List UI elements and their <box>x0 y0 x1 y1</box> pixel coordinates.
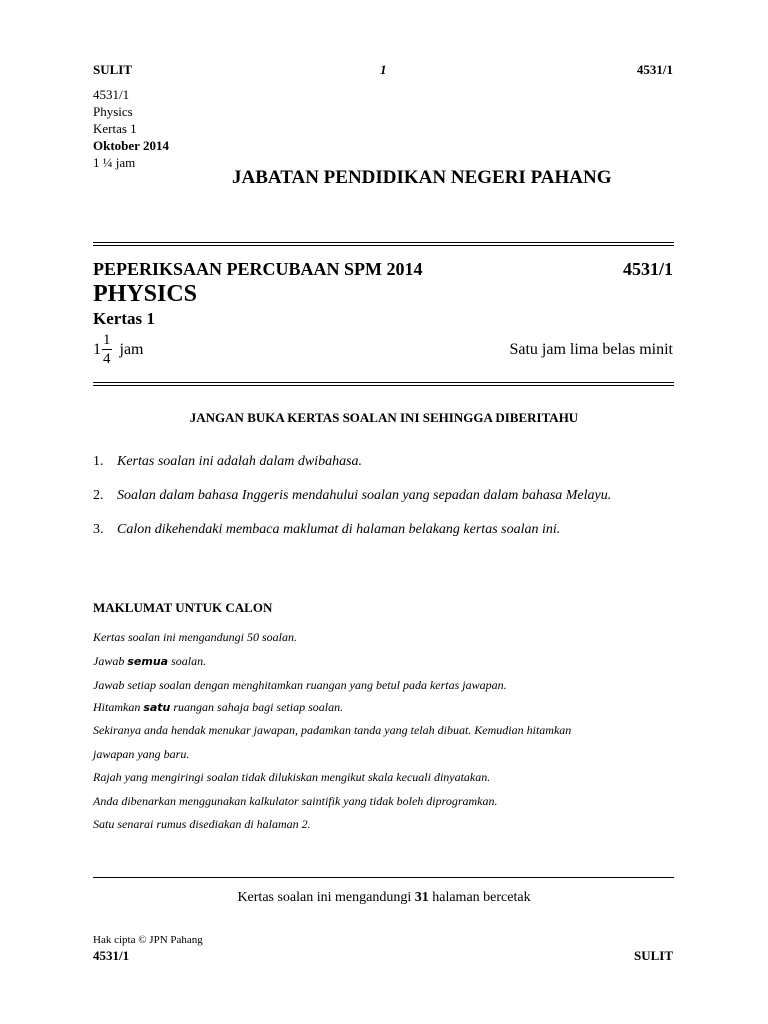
info-line-4-emphasis: satu <box>143 701 171 714</box>
info-line-2-post: soalan. <box>168 654 207 668</box>
info-line-4-post: ruangan sahaja bagi setiap soalan. <box>170 700 344 714</box>
meta-paper: Kertas 1 <box>93 121 137 136</box>
copyright: Hak cipta © JPN Pahang <box>93 934 203 946</box>
rule-bottom-2 <box>93 385 674 386</box>
subject-title: PHYSICS <box>93 281 198 307</box>
info-line-1: Kertas soalan ini mengandungi 50 soalan. <box>93 630 298 644</box>
info-line-8: Anda dibenarkan menggunakan kalkulator saintifik yang tidak boleh diprogramkan. <box>93 794 498 808</box>
info-line-4 <box>93 700 343 715</box>
note-1 <box>93 454 362 470</box>
note-text: Soalan dalam bahasa Inggeris mendahului soalan yang sepadan dalam bahasa Melayu. <box>117 488 612 503</box>
page-count-post: halaman bercetak <box>428 890 531 905</box>
header-sulit: SULIT <box>93 62 133 77</box>
note-2 <box>93 488 611 504</box>
meta-date: Oktober 2014 <box>93 138 169 153</box>
note-number: 1. <box>93 454 104 469</box>
meta-block <box>93 86 169 171</box>
info-line-6: jawapan yang baru. <box>93 747 190 761</box>
note-text: Calon dikehendaki membaca maklumat di halaman belakang kertas soalan ini. <box>117 522 561 537</box>
info-line-2 <box>93 654 206 669</box>
time-whole: 1 <box>93 340 101 358</box>
page-count-pre: Kertas soalan ini mengandungi <box>237 890 415 905</box>
rule-top-2 <box>93 245 674 246</box>
time-unit: jam <box>119 340 144 358</box>
meta-code: 4531/1 <box>93 87 130 102</box>
meta-subject: Physics <box>93 104 133 119</box>
info-line-4-pre: Hitamkan <box>93 700 144 714</box>
exam-code: 4531/1 <box>622 259 673 279</box>
info-line-7: Rajah yang mengiringi soalan tidak dilukiskan mengikut skala kecuali dinyatakan. <box>93 770 491 784</box>
rule-top-1 <box>93 242 674 243</box>
time-fraction <box>93 331 144 371</box>
fraction <box>102 331 112 368</box>
warning-text: JANGAN BUKA KERTAS SOALAN INI SEHINGGA DIBERITAHU <box>189 410 579 425</box>
info-heading: MAKLUMAT UNTUK CALON <box>93 600 273 615</box>
exam-title: PEPERIKSAAN PERCUBAAN SPM 2014 <box>93 259 423 279</box>
page-number: 1 <box>380 62 387 77</box>
note-3 <box>93 522 560 538</box>
note-number: 2. <box>93 488 104 503</box>
info-line-2-emphasis: semua <box>127 655 169 668</box>
footer-rule <box>93 877 674 878</box>
footer-code: 4531/1 <box>93 948 130 963</box>
meta-duration: 1 ¼ jam <box>93 155 136 170</box>
fraction-denominator: 4 <box>103 351 111 367</box>
header-code: 4531/1 <box>636 62 673 77</box>
time-words: Satu jam lima belas minit <box>509 341 673 358</box>
paper-label: Kertas 1 <box>93 309 155 328</box>
note-text: Kertas soalan ini adalah dalam dwibahasa. <box>117 454 363 469</box>
rule-bottom-1 <box>93 382 674 383</box>
fraction-numerator: 1 <box>103 332 111 348</box>
agency-title: JABATAN PENDIDIKAN NEGERI PAHANG <box>232 167 612 188</box>
info-line-3: Jawab setiap soalan dengan menghitamkan ruangan yang betul pada kertas jawapan. <box>93 678 507 692</box>
note-number: 3. <box>93 522 104 537</box>
page-count-line <box>0 890 768 906</box>
info-line-5: Sekiranya anda hendak menukar jawapan, padamkan tanda yang telah dibuat. Kemudian hitamkan <box>93 723 572 737</box>
info-line-9: Satu senarai rumus disediakan di halaman 2. <box>93 817 311 831</box>
page-count-number: 31 <box>414 890 429 905</box>
info-line-2-pre: Jawab <box>93 654 128 668</box>
footer-sulit: SULIT <box>633 948 673 963</box>
